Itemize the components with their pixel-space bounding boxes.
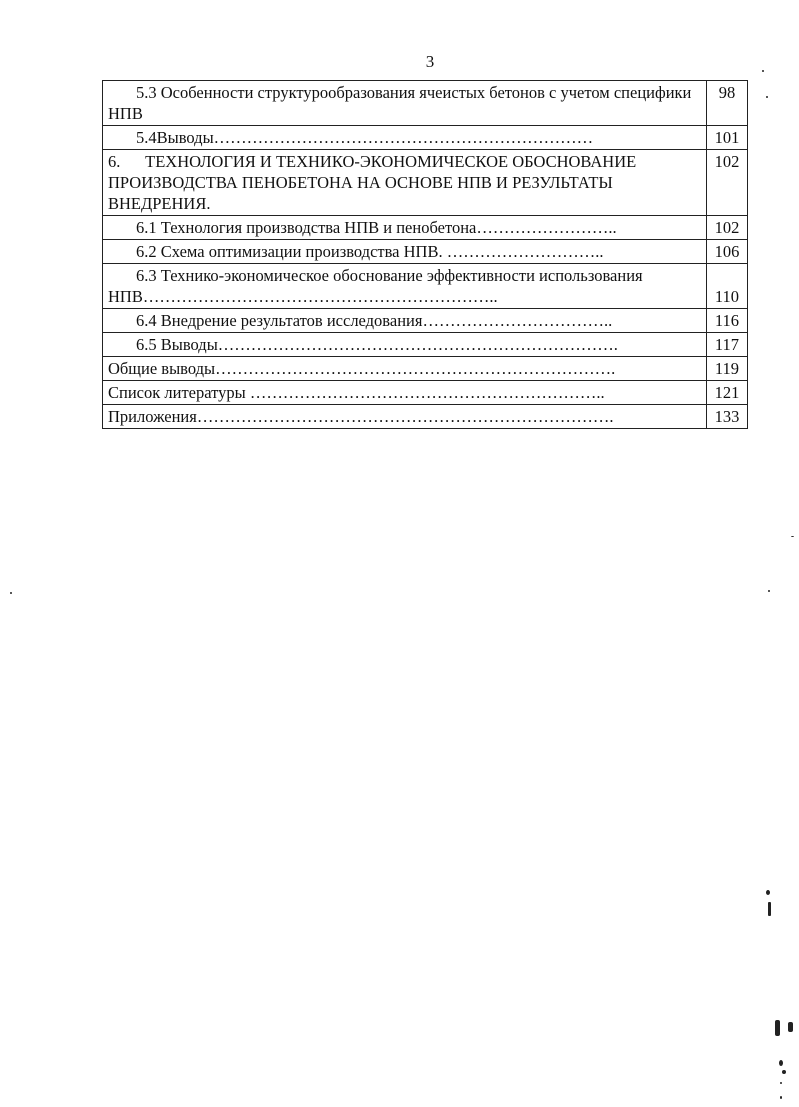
toc-entry-page: 110	[707, 264, 748, 309]
toc-entry-page: 98	[707, 81, 748, 126]
toc-row	[103, 126, 748, 150]
scan-speck	[768, 590, 770, 592]
scan-speck	[10, 592, 12, 594]
toc-entry-title: 6.1 Технология производства НПВ и пенобетона……………………..	[103, 216, 707, 240]
scan-speck	[766, 890, 770, 895]
toc-entry-page: 102	[707, 150, 748, 216]
toc-row	[103, 150, 748, 216]
toc-row	[103, 405, 748, 429]
toc-entry-page: 106	[707, 240, 748, 264]
toc-entry-title: 6.3 Технико-экономическое обоснование эффективности использования НПВ………………………………………………………..	[103, 264, 707, 309]
scan-speck	[768, 902, 771, 916]
toc-row	[103, 216, 748, 240]
toc-row	[103, 81, 748, 126]
scan-speck	[779, 1060, 783, 1066]
toc-row	[103, 264, 748, 309]
toc-entry-page: 117	[707, 333, 748, 357]
scan-speck	[762, 70, 764, 72]
toc-row	[103, 381, 748, 405]
scan-speck	[766, 96, 768, 98]
toc-entry-title: 5.4Выводы……………………………………………………………	[103, 126, 707, 150]
scan-speck	[780, 1082, 782, 1084]
scan-speck	[780, 1096, 782, 1099]
toc-entry-title: Общие выводы……………………………………………………………….	[103, 357, 707, 381]
scan-speck	[791, 536, 794, 537]
toc-row	[103, 357, 748, 381]
toc-entry-title: Список литературы ………………………………………………………..	[103, 381, 707, 405]
toc-entry-page: 102	[707, 216, 748, 240]
toc-entry-page: 133	[707, 405, 748, 429]
toc-entry-title: 6.2 Схема оптимизации производства НПВ. ………………………..	[103, 240, 707, 264]
scan-speck	[782, 1070, 786, 1074]
toc-entry-title: 5.3 Особенности структурообразования ячеистых бетонов с учетом специфики НПВ	[103, 81, 707, 126]
toc-entry-title: 6.5 Выводы……………………………………………………………….	[103, 333, 707, 357]
page-number: 3	[425, 52, 435, 71]
scan-speck	[775, 1020, 780, 1036]
toc-entry-title: 6.4 Внедрение результатов исследования……………………………..	[103, 309, 707, 333]
toc-entry-page: 101	[707, 126, 748, 150]
toc-row	[103, 240, 748, 264]
toc-row	[103, 333, 748, 357]
toc-entry-page: 121	[707, 381, 748, 405]
toc-entry-title: Приложения………………………………………………………………….	[103, 405, 707, 429]
toc-entry-title: 6. ТЕХНОЛОГИЯ И ТЕХНИКО-ЭКОНОМИЧЕСКОЕ ОБОСНОВАНИЕ ПРОИЗВОДСТВА ПЕНОБЕТОНА НА ОСНОВЕ НПВ И РЕЗУЛЬТАТЫ ВНЕДРЕНИЯ.	[103, 150, 707, 216]
table-of-contents	[102, 80, 748, 429]
toc-entry-page: 116	[707, 309, 748, 333]
toc-entry-page: 119	[707, 357, 748, 381]
toc-row	[103, 309, 748, 333]
scan-speck	[788, 1022, 793, 1032]
